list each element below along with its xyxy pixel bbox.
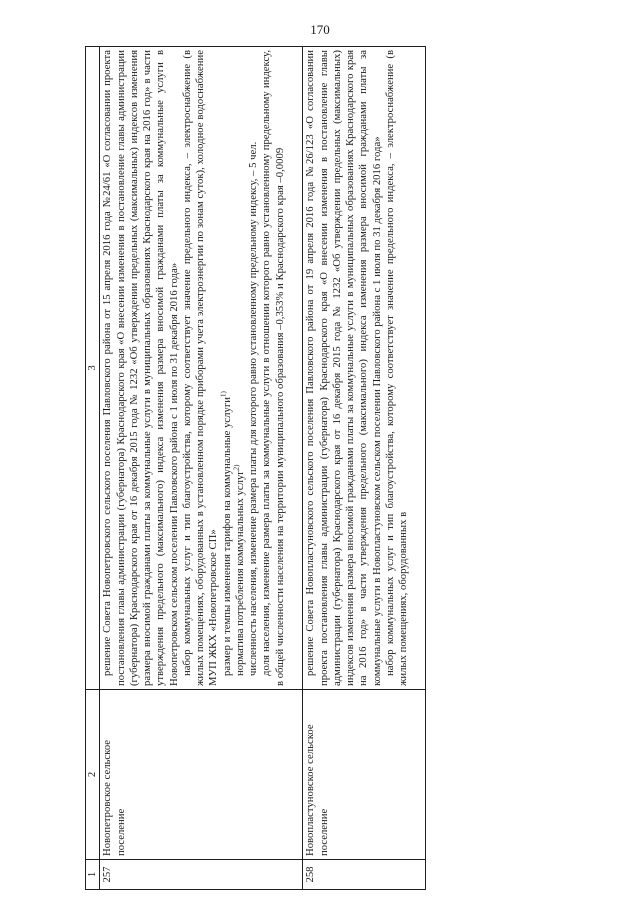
population-paragraph: численность населения, изменение размера платы для которого равно установленному предельному индексу, – 5 чел.: [247, 141, 260, 676]
utility-set-paragraph: набор коммунальных услуг и тип благоустройства, которому соответствует значение предельного индекса, – электроснабжение (в жилых помещениях, оборудованных в установленном порядке приборами учета электроэнергии по зонам суток), холодное водоснабжение МУП ЖКХ «Новопетровское СП»: [180, 50, 220, 686]
header-col-2: 2: [86, 690, 100, 860]
regulation-text: [303, 47, 426, 690]
decision-paragraph: решение Совета Новопластуновского сельского поселения Павловского района от 19 апреля 2016 года №26/123 «О согласовании проекта постановления главы администрации (губернатора) Краснодарского края «О внесении изменения в постановление главы администрации (губернатора) Краснодарского края от 16 декабря 2015 года № 1232 «Об утверждении предельных (максимальных) индексов изменения размера вносимой гражданами платы за коммунальные услуги в муниципальных образованиях Краснодарского края на 2016 год» в части утверждения предельного (максимального) индекса изменения размера вносимой гражданами платы за коммунальные услуги в Новопластуновском сельском поселении Павловского района с 1 июля по 31 декабря 2016 года»: [304, 50, 383, 686]
page-number: 170: [310, 22, 330, 37]
header-col-3: 3: [86, 47, 100, 690]
footnote-marker: 1): [219, 391, 228, 398]
regulation-table: [85, 46, 426, 890]
row-number: 258: [303, 860, 426, 890]
header-col-1: 1: [86, 860, 100, 890]
tariff-paragraph: [221, 50, 234, 686]
norms-paragraph: [234, 50, 247, 686]
utility-set-paragraph: набор коммунальных услуг и тип благоустройства, которому соответствует значение предельного индекса, – электроснабжение (в жилых помещениях, оборудованных в: [383, 50, 410, 686]
decision-paragraph: решение Совета Новопетровского сельского поселения Павловского района от 15 апреля 2016 года №24/61 «О согласовании проекта постановления главы администрации (губернатора) Краснодарского края «О внесении изменения в постановление главы администрации (губернатора) Краснодарского края от 16 декабря 2015 года № 1232 «Об утверждении предельных (максимальных) индексов изменения размера вносимой гражданами платы за коммунальные услуги в муниципальных образованиях Краснодарского края на 2016 год» в части утверждения предельного (максимального) индекса изменения размера вносимой гражданами платы за коммунальные услуги в Новопетровском сельском поселении Павловского района с 1 июля по 31 декабря 2016 года»: [101, 50, 180, 686]
norms-text: норматива потребления коммунальных услуг: [233, 470, 246, 676]
regulation-text: [100, 47, 303, 690]
settlement-name: Новопетровское сельское поселение: [100, 690, 303, 860]
row-number: 257: [100, 860, 303, 890]
table-header-row: [86, 47, 100, 890]
tariff-text: размер и темпы изменения тарифов на коммунальные услуги: [220, 397, 233, 676]
table-row: [100, 47, 303, 890]
footnote-marker: 2): [232, 464, 241, 471]
population-share-paragraph: доля населения, изменение размера платы за коммунальные услуги в отношении которого равно установленному предельному индексу, в общей численности населения на территории муниципального образования –0,353% и Краснодарского края –0,0009: [260, 50, 286, 686]
rotated-table-container: [85, 47, 435, 890]
settlement-name: Новопластуновское сельское поселение: [303, 690, 426, 860]
table-row: [303, 47, 426, 890]
